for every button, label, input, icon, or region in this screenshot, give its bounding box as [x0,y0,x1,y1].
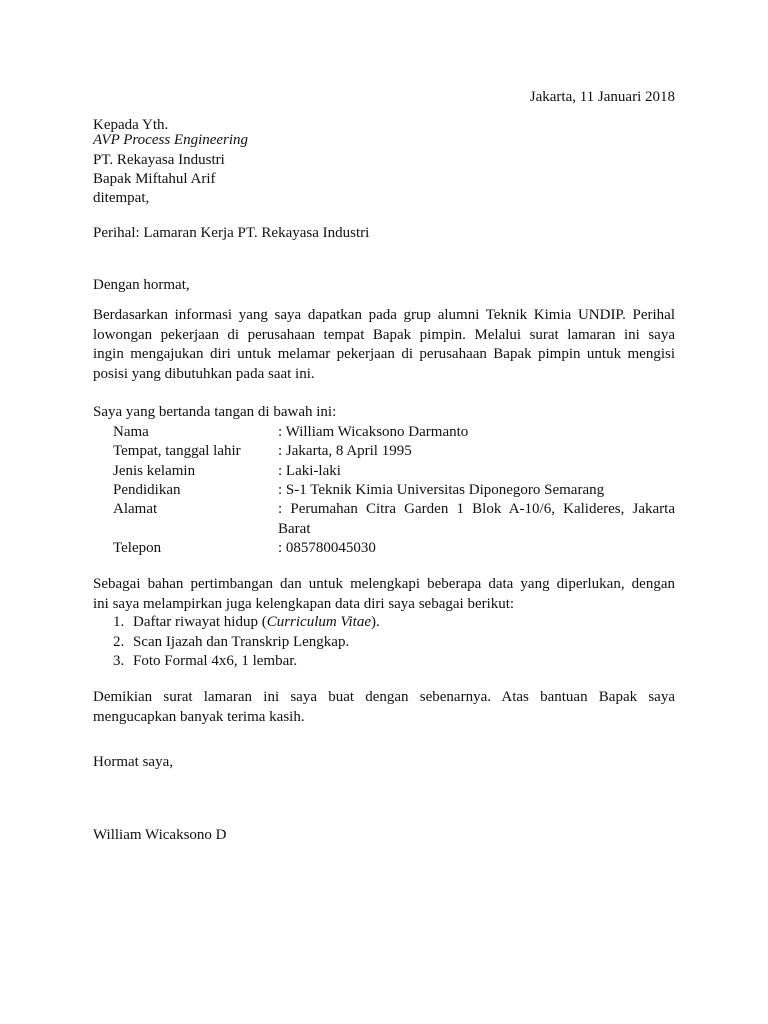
list-item-text: ). [371,614,380,630]
field-label-telepon: Telepon [113,540,162,556]
field-value-telepon: : 085780045030 [278,540,376,556]
attachment-line: ini saya melampirkan juga kelengkapan data diri saya sebagai berikut: [93,595,515,612]
field-label-jenis-kelamin: Jenis kelamin [113,463,196,479]
intro-paragraph [93,306,675,384]
identity-intro: Saya yang bertanda tangan di bawah ini: [93,404,337,420]
intro-line: Berdasarkan informasi yang saya dapatkan pada grup alumni Teknik Kimia UNDIP. Perihal [93,307,675,323]
field-value-jenis-kelamin: : Laki-laki [278,463,341,479]
list-number: 3. [113,653,125,669]
intro-line: posisi yang dibutuhkan pada saat ini. [93,365,315,382]
attachment-line: Sebagai bahan pertimbangan dan untuk melengkapi beberapa data yang diperlukan, dengan [93,576,675,592]
closing-line: Demikian surat lamaran ini saya buat dengan sebenarnya. Atas bantuan Bapak saya [93,689,675,705]
signature-name: William Wicaksono D [93,827,227,843]
list-item: Scan Ijazah dan Transkrip Lengkap. [133,634,350,650]
field-value-nama: : William Wicaksono Darmanto [278,424,469,440]
alamat-line: : Perumahan Citra Garden 1 Blok A-10/6, Kalideres, Jakarta [278,501,675,517]
alamat-line: Barat [278,520,311,537]
intro-line: lowongan pekerjaan di perusahaan tempat Bapak pimpin. Melalui surat lamaran ini saya [93,326,675,343]
field-value-pendidikan: : S-1 Teknik Kimia Universitas Diponegoro Semarang [278,482,605,498]
field-label-nama: Nama [113,424,149,440]
letter-subject: Perihal: Lamaran Kerja PT. Rekayasa Industri [93,225,370,241]
list-number: 2. [113,634,125,650]
letter-greeting: Dengan hormat, [93,277,190,293]
field-label-pendidikan: Pendidikan [113,482,181,498]
recipient-salutation: Kepada Yth. [93,117,169,133]
list-number: 1. [113,614,125,630]
list-item [133,613,380,632]
field-value-alamat [278,500,675,539]
letter-date: Jakarta, 11 Januari 2018 [529,89,675,105]
field-label-alamat: Alamat [113,501,158,517]
list-item: Foto Formal 4x6, 1 lembar. [133,653,298,669]
attachment-paragraph [93,575,675,614]
recipient-place: ditempat, [93,190,150,206]
intro-line: ingin mengajukan diri untuk melamar pekerjaan di perusahaan Bapak pimpin untuk mengisi [93,346,675,363]
list-item-text: Daftar riwayat hidup ( [133,614,267,630]
sign-off: Hormat saya, [93,754,173,770]
recipient-person: Bapak Miftahul Arif [93,171,216,187]
recipient-position: AVP Process Engineering [93,132,249,148]
recipient-company: PT. Rekayasa Industri [93,152,225,168]
closing-paragraph [93,688,675,727]
list-item-italic: Curriculum Vitae [266,614,371,630]
closing-line: mengucapkan banyak terima kasih. [93,708,305,725]
field-label-ttl: Tempat, tanggal lahir [113,443,241,459]
field-value-ttl: : Jakarta, 8 April 1995 [278,443,412,459]
